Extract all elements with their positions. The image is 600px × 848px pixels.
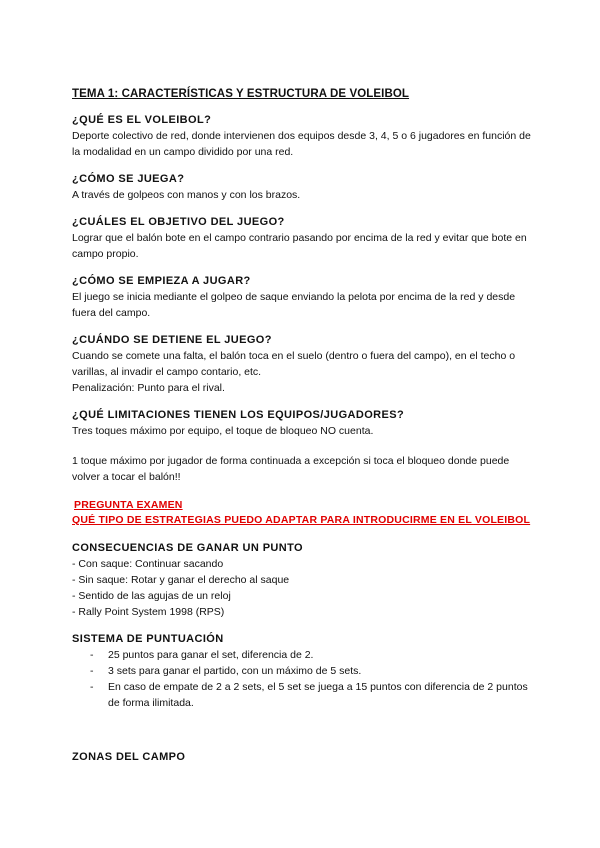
section-heading: CONSECUENCIAS DE GANAR UN PUNTO (72, 542, 303, 554)
list-item (90, 663, 540, 679)
list-item-text: 25 puntos para ganar el set, diferencia de 2. (108, 649, 314, 661)
exam-question: QUÉ TIPO DE ESTRATEGIAS PUEDO ADAPTAR PARA INTRODUCIRME EN EL VOLEIBOL (72, 514, 531, 526)
section-scoring (72, 633, 540, 711)
section-how-to-play (72, 173, 540, 203)
section-text: A través de golpeos con manos y con los brazos. (72, 189, 301, 201)
list-item (90, 679, 540, 711)
list-item-text: 3 sets para ganar el partido, con un máximo de 5 sets. (108, 665, 362, 677)
section-text: Tres toques máximo por equipo, el toque de bloqueo NO cuenta. (72, 425, 374, 437)
section-heading: ¿CUÁLES EL OBJETIVO DEL JUEGO? (72, 216, 285, 228)
dash-bullet: - (90, 681, 94, 693)
section-text: El juego se inicia mediante el golpeo de saque enviando la pelota por encima de la red y desde fuera del campo. (72, 291, 516, 319)
scoring-list (72, 647, 540, 711)
dash-bullet: - (90, 665, 94, 677)
exam-question-block (72, 498, 540, 528)
section-heading: ¿CÓMO SE JUEGA? (72, 173, 185, 185)
section-extra-text: 1 toque máximo por jugador de forma continuada a excepción si toca el bloqueo donde puede volver a tocar el balón!! (72, 455, 510, 483)
section-penalty-text: Penalización: Punto para el rival. (72, 382, 225, 394)
list-item-text: En caso de empate de 2 a 2 sets, el 5 set se juega a 15 puntos con diferencia de 2 puntos de forma ilimitada. (108, 681, 528, 709)
section-text: Lograr que el balón bote en el campo contrario pasando por encima de la red y evitar que bote en campo propio. (72, 232, 527, 260)
section-heading: ¿CUÁNDO SE DETIENE EL JUEGO? (72, 334, 272, 346)
section-objective (72, 216, 540, 262)
section-text: Deporte colectivo de red, donde intervienen dos equipos desde 3, 4, 5 o 6 jugadores en función de la modalidad en un campo dividido por una red. (72, 130, 531, 158)
list-item: - Con saque: Continuar sacando (72, 558, 224, 570)
section-consequences (72, 542, 540, 620)
dash-bullet: - (90, 649, 94, 661)
section-heading: ¿QUÉ ES EL VOLEIBOL? (72, 114, 212, 126)
list-item: - Sentido de las agujas de un reloj (72, 590, 231, 602)
section-heading: SISTEMA DE PUNTUACIÓN (72, 633, 224, 645)
list-item: - Rally Point System 1998 (RPS) (72, 606, 225, 618)
document-title: TEMA 1: CARACTERÍSTICAS Y ESTRUCTURA DE VOLEIBOL (72, 88, 410, 100)
consequences-list (72, 556, 540, 620)
exam-label: PREGUNTA EXAMEN (74, 499, 183, 511)
section-start (72, 275, 540, 321)
section-stop (72, 334, 540, 396)
section-heading: ¿CÓMO SE EMPIEZA A JUGAR? (72, 275, 251, 287)
section-text: Cuando se comete una falta, el balón toca en el suelo (dentro o fuera del campo), en el techo o varillas, al invadir el campo contario, etc. (72, 350, 516, 378)
section-heading: ZONAS DEL CAMPO (72, 751, 186, 763)
section-what-is (72, 114, 540, 160)
section-heading: ¿QUÉ LIMITACIONES TIENEN LOS EQUIPOS/JUGADORES? (72, 409, 405, 421)
list-item (90, 647, 540, 663)
section-zones (72, 751, 540, 763)
list-item: - Sin saque: Rotar y ganar el derecho al saque (72, 574, 290, 586)
section-limitations (72, 409, 540, 485)
